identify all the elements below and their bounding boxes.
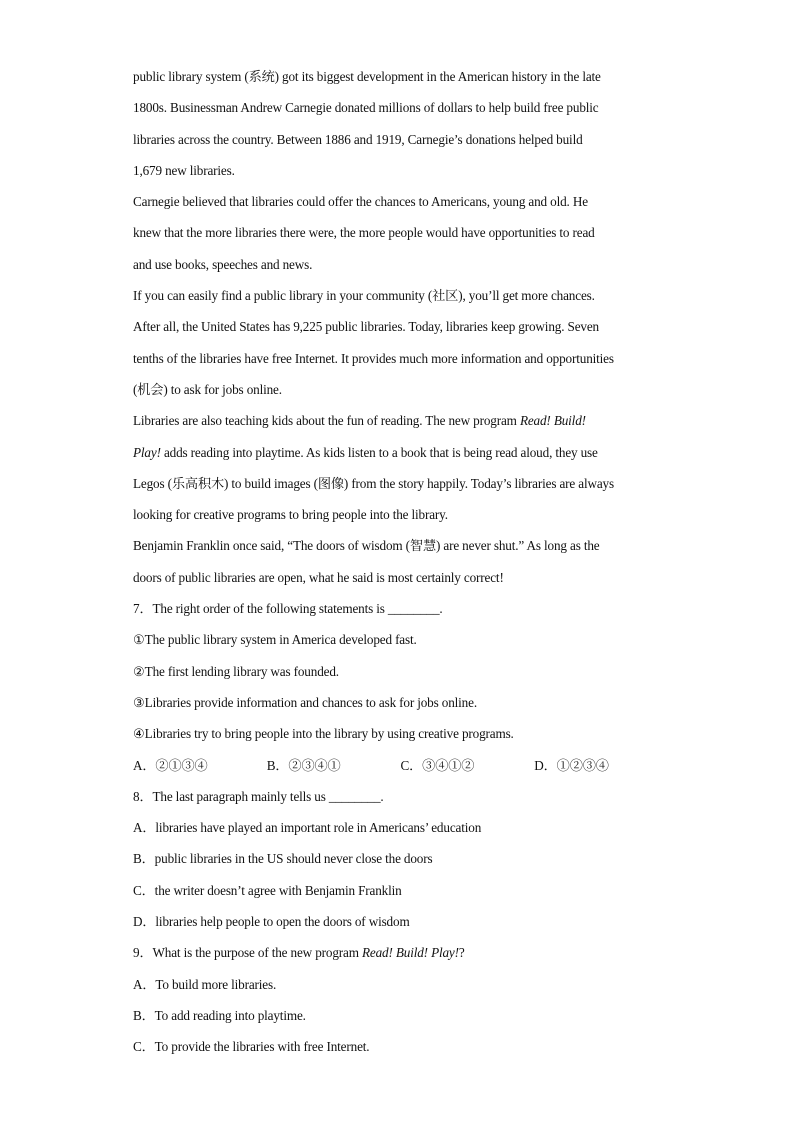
text-line: tenths of the libraries have free Internet. It provides much more information and opportunities <box>133 350 614 366</box>
program-name-italic: Read! Build! Play! <box>361 945 459 961</box>
text-segment: adds reading into playtime. As kids listen to a book that is being read aloud, they use <box>160 444 598 460</box>
text-line: If you can easily find a public library in your community (社区), you’ll get more chances. <box>133 288 595 304</box>
question-7 <box>133 593 668 781</box>
question-9 <box>133 937 668 1062</box>
text-line: 1800s. Businessman Andrew Carnegie donated millions of dollars to help build free public <box>133 100 599 116</box>
question-stem: 7．The right order of the following statements is ________. <box>133 601 443 617</box>
statement-item: ②The first lending library was founded. <box>133 663 339 679</box>
text-line: looking for creative programs to bring people into the library. <box>133 507 448 523</box>
answer-option-b[interactable]: B．public libraries in the US should never close the doors <box>133 851 433 867</box>
text-segment: ? <box>458 945 465 961</box>
text-line: (机会) to ask for jobs online. <box>133 381 282 397</box>
answer-option-d[interactable]: D．libraries help people to open the doors of wisdom <box>133 914 410 930</box>
question-stem <box>133 937 668 968</box>
passage-paragraph-4 <box>133 405 668 530</box>
text-line: doors of public libraries are open, what he said is most certainly correct! <box>133 569 504 585</box>
text-line <box>133 437 668 468</box>
text-line: Legos (乐高积木) to build images (图像) from the story happily. Today’s libraries are always <box>133 475 614 491</box>
text-line <box>133 405 668 436</box>
question-stem: 8．The last paragraph mainly tells us ________. <box>133 788 384 804</box>
program-name-italic: Read! Build! <box>519 413 586 429</box>
program-name-italic: Play! <box>133 444 161 460</box>
text-line: and use books, speeches and news. <box>133 256 313 272</box>
document-body <box>133 61 668 1063</box>
statement-item: ③Libraries provide information and chances to ask for jobs online. <box>133 694 477 710</box>
text-line: Carnegie believed that libraries could offer the chances to Americans, young and old. He <box>133 194 588 210</box>
answer-option-c[interactable]: C．To provide the libraries with free Internet. <box>133 1039 370 1055</box>
text-line: 1,679 new libraries. <box>133 162 235 178</box>
answer-option-a[interactable]: A．To build more libraries. <box>133 976 277 992</box>
text-line: Benjamin Franklin once said, “The doors of wisdom (智慧) are never shut.” As long as the <box>133 538 600 554</box>
passage-paragraph-1-2-3 <box>133 61 668 405</box>
question-8 <box>133 781 668 937</box>
text-line: public library system (系统) got its biggest development in the American history in the late <box>133 69 601 84</box>
statement-item: ④Libraries try to bring people into the library by using creative programs. <box>133 726 514 742</box>
answer-option-d[interactable]: D．①②③④ <box>534 757 609 773</box>
answer-option-a[interactable]: A．libraries have played an important role in Americans’ education <box>133 820 482 836</box>
text-segment: 9．What is the purpose of the new program <box>133 945 362 961</box>
answer-options-row <box>133 750 668 781</box>
text-line: knew that the more libraries there were, the more people would have opportunities to read <box>133 225 595 241</box>
text-segment: Libraries are also teaching kids about the fun of reading. The new program <box>133 413 520 429</box>
answer-option-b[interactable]: B．To add reading into playtime. <box>133 1007 306 1023</box>
answer-option-a[interactable]: A．②①③④ <box>133 757 208 773</box>
passage-paragraph-5 <box>133 530 668 593</box>
statement-item: ①The public library system in America developed fast. <box>133 632 417 648</box>
answer-option-c[interactable]: C．the writer doesn’t agree with Benjamin Franklin <box>133 882 402 898</box>
answer-option-c[interactable]: C．③④①② <box>400 757 475 773</box>
answer-option-b[interactable]: B．②③④① <box>266 757 341 773</box>
text-line: libraries across the country. Between 1886 and 1919, Carnegie’s donations helped build <box>133 131 583 147</box>
text-line: After all, the United States has 9,225 public libraries. Today, libraries keep growing. Seven <box>133 319 599 335</box>
